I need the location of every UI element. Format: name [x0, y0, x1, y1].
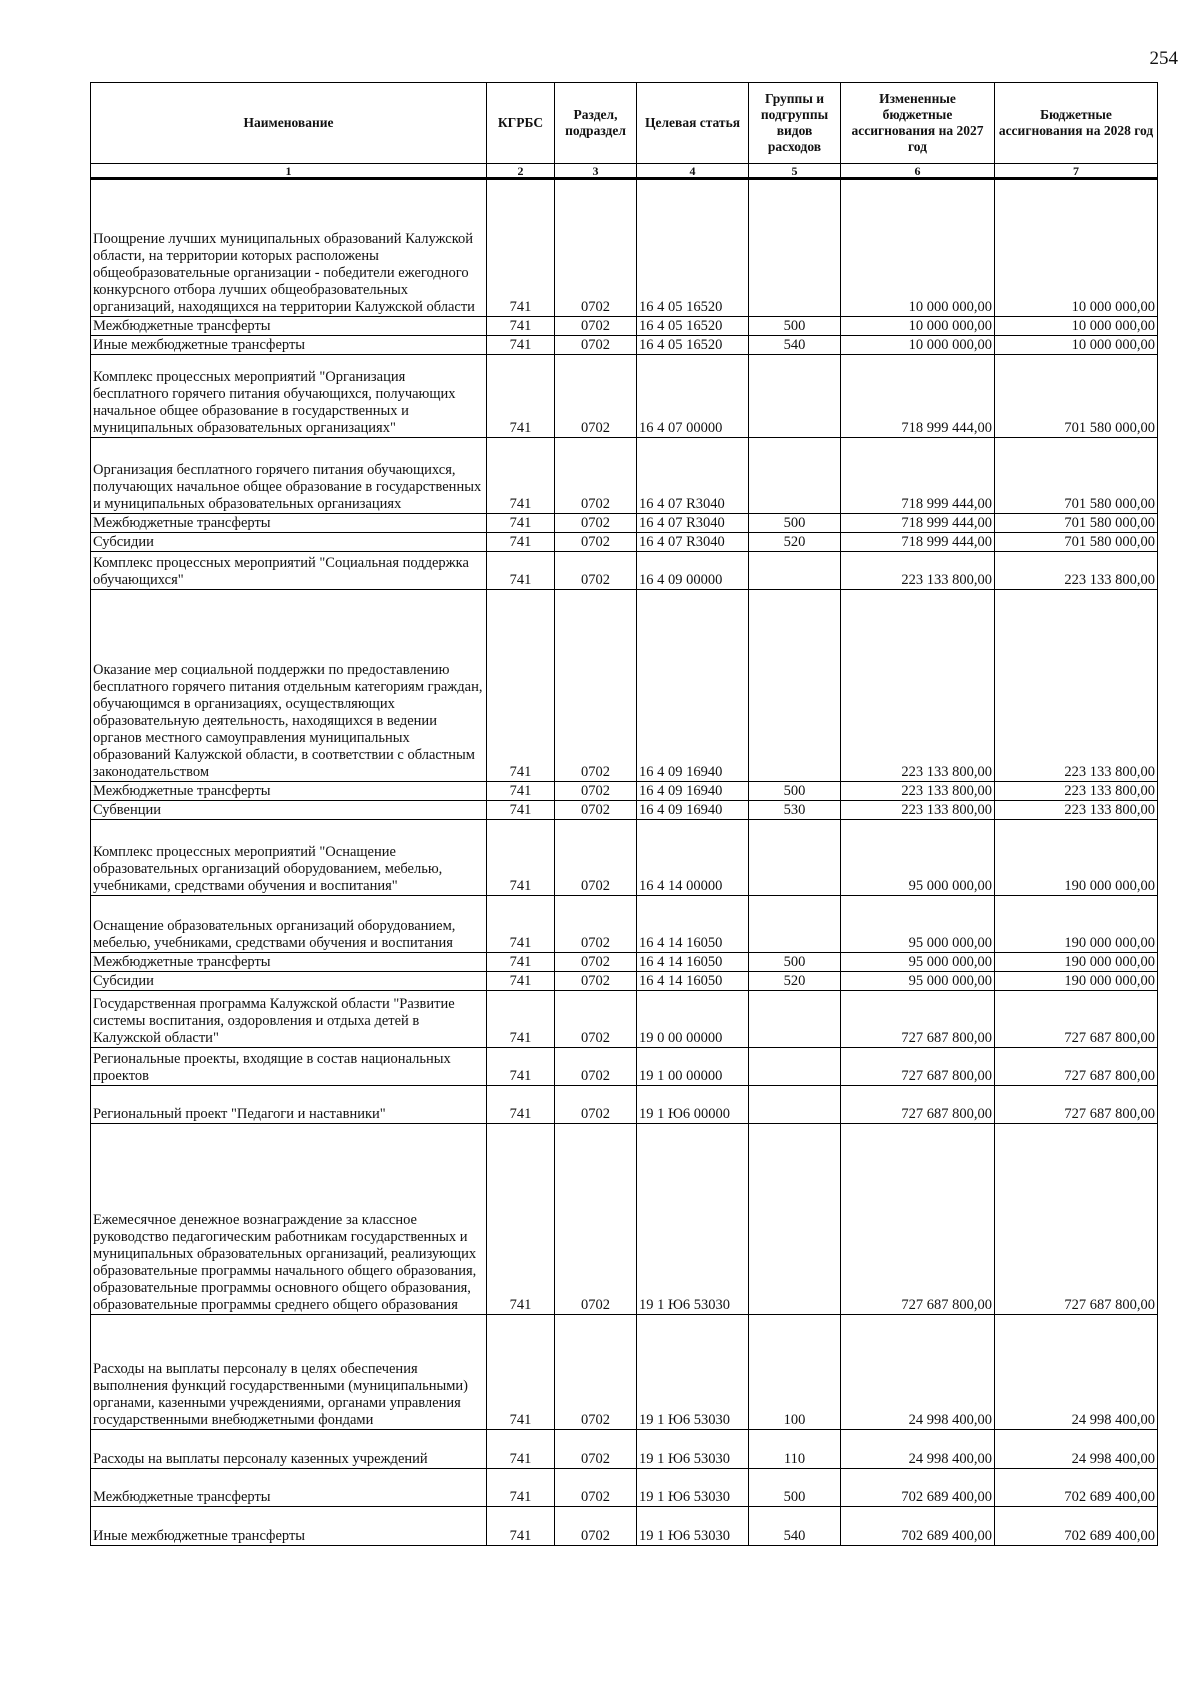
- table-row: [91, 514, 1158, 533]
- column-number: 5: [749, 164, 841, 179]
- cell-amount-2027: 95 000 000,00: [841, 953, 995, 972]
- table-row: [91, 801, 1158, 820]
- cell-expense-group: 520: [749, 533, 841, 552]
- cell-expense-group: 100: [749, 1315, 841, 1430]
- cell-target-article: 16 4 14 00000: [637, 820, 749, 896]
- column-number-row: [91, 164, 1158, 179]
- cell-expense-group: [749, 1086, 841, 1124]
- cell-section: 0702: [555, 782, 637, 801]
- cell-target-article: 16 4 07 R3040: [637, 533, 749, 552]
- cell-amount-2027: 95 000 000,00: [841, 820, 995, 896]
- cell-expense-group: [749, 1048, 841, 1086]
- table-row: [91, 1507, 1158, 1546]
- cell-name: Межбюджетные трансферты: [91, 1469, 487, 1507]
- cell-amount-2028: 10 000 000,00: [995, 317, 1158, 336]
- cell-amount-2028: 223 133 800,00: [995, 552, 1158, 590]
- cell-name: Поощрение лучших муниципальных образований Калужской области, на территории которых расположены общеобразовательные организации - победители ежегодного конкурсного отбора лучших общеобразовательных организаций, находящихся на территории Калужской области: [91, 179, 487, 317]
- cell-target-article: 16 4 07 00000: [637, 355, 749, 438]
- cell-section: 0702: [555, 896, 637, 953]
- cell-amount-2028: 223 133 800,00: [995, 782, 1158, 801]
- header-section: Раздел, подраздел: [555, 83, 637, 164]
- cell-amount-2027: 223 133 800,00: [841, 801, 995, 820]
- header-target-article: Целевая статья: [637, 83, 749, 164]
- table-row: [91, 1086, 1158, 1124]
- cell-section: 0702: [555, 1469, 637, 1507]
- cell-amount-2027: 718 999 444,00: [841, 533, 995, 552]
- cell-expense-group: [749, 1124, 841, 1315]
- column-number: 7: [995, 164, 1158, 179]
- table-row: [91, 972, 1158, 991]
- cell-amount-2028: 701 580 000,00: [995, 514, 1158, 533]
- cell-kgrbs: 741: [487, 438, 555, 514]
- cell-expense-group: 500: [749, 1469, 841, 1507]
- cell-section: 0702: [555, 991, 637, 1048]
- table-row: [91, 179, 1158, 317]
- cell-kgrbs: 741: [487, 1315, 555, 1430]
- cell-target-article: 19 1 Ю6 53030: [637, 1124, 749, 1315]
- cell-name: Иные межбюджетные трансферты: [91, 1507, 487, 1546]
- cell-name: Региональные проекты, входящие в состав национальных проектов: [91, 1048, 487, 1086]
- column-number: 4: [637, 164, 749, 179]
- cell-name: Комплекс процессных мероприятий "Оснащение образовательных организаций оборудованием, мебелью, учебниками, средствами обучения и воспитания": [91, 820, 487, 896]
- cell-name: Межбюджетные трансферты: [91, 953, 487, 972]
- table-row: [91, 438, 1158, 514]
- cell-amount-2027: 718 999 444,00: [841, 514, 995, 533]
- cell-amount-2027: 10 000 000,00: [841, 336, 995, 355]
- cell-name: Межбюджетные трансферты: [91, 514, 487, 533]
- cell-amount-2028: 190 000 000,00: [995, 972, 1158, 991]
- cell-name: Иные межбюджетные трансферты: [91, 336, 487, 355]
- cell-expense-group: [749, 355, 841, 438]
- column-number: 2: [487, 164, 555, 179]
- cell-name: Субсидии: [91, 972, 487, 991]
- table-row: [91, 317, 1158, 336]
- cell-section: 0702: [555, 1086, 637, 1124]
- cell-target-article: 16 4 09 00000: [637, 552, 749, 590]
- table-row: [91, 782, 1158, 801]
- cell-target-article: 19 1 Ю6 00000: [637, 1086, 749, 1124]
- cell-name: Комплекс процессных мероприятий "Социальная поддержка обучающихся": [91, 552, 487, 590]
- cell-section: 0702: [555, 1048, 637, 1086]
- cell-amount-2027: 702 689 400,00: [841, 1469, 995, 1507]
- cell-amount-2027: 727 687 800,00: [841, 1048, 995, 1086]
- cell-section: 0702: [555, 317, 637, 336]
- cell-kgrbs: 741: [487, 820, 555, 896]
- cell-expense-group: [749, 896, 841, 953]
- cell-kgrbs: 741: [487, 801, 555, 820]
- cell-section: 0702: [555, 179, 637, 317]
- cell-target-article: 19 1 Ю6 53030: [637, 1469, 749, 1507]
- cell-amount-2028: 10 000 000,00: [995, 336, 1158, 355]
- cell-kgrbs: 741: [487, 355, 555, 438]
- cell-amount-2028: 10 000 000,00: [995, 179, 1158, 317]
- cell-amount-2028: 727 687 800,00: [995, 1048, 1158, 1086]
- cell-target-article: 16 4 05 16520: [637, 179, 749, 317]
- cell-target-article: 19 1 Ю6 53030: [637, 1507, 749, 1546]
- cell-name: Субсидии: [91, 533, 487, 552]
- cell-name: Ежемесячное денежное вознаграждение за классное руководство педагогическим работникам государственных и муниципальных образовательных организаций, реализующих образовательные программы начального общего образования, образовательные программы основного общего образования, образовательные программы среднего общего образования: [91, 1124, 487, 1315]
- cell-section: 0702: [555, 1315, 637, 1430]
- cell-amount-2027: 223 133 800,00: [841, 590, 995, 782]
- cell-amount-2027: 727 687 800,00: [841, 991, 995, 1048]
- cell-kgrbs: 741: [487, 533, 555, 552]
- cell-kgrbs: 741: [487, 317, 555, 336]
- cell-amount-2027: 702 689 400,00: [841, 1507, 995, 1546]
- cell-kgrbs: 741: [487, 514, 555, 533]
- cell-amount-2027: 718 999 444,00: [841, 438, 995, 514]
- cell-amount-2027: 718 999 444,00: [841, 355, 995, 438]
- cell-expense-group: [749, 179, 841, 317]
- cell-target-article: 16 4 07 R3040: [637, 438, 749, 514]
- cell-kgrbs: 741: [487, 782, 555, 801]
- cell-amount-2028: 727 687 800,00: [995, 991, 1158, 1048]
- cell-amount-2028: 727 687 800,00: [995, 1124, 1158, 1315]
- cell-section: 0702: [555, 533, 637, 552]
- column-number: 6: [841, 164, 995, 179]
- cell-name: Расходы на выплаты персоналу в целях обеспечения выполнения функций государственными (муниципальными) органами, казенными учреждениями, органами управления государственными внебюджетными фондами: [91, 1315, 487, 1430]
- cell-expense-group: 530: [749, 801, 841, 820]
- table-row: [91, 896, 1158, 953]
- cell-section: 0702: [555, 972, 637, 991]
- cell-section: 0702: [555, 1507, 637, 1546]
- cell-expense-group: 540: [749, 336, 841, 355]
- budget-table: [90, 82, 1158, 1546]
- cell-amount-2028: 701 580 000,00: [995, 438, 1158, 514]
- cell-name: Региональный проект "Педагоги и наставники": [91, 1086, 487, 1124]
- cell-amount-2028: 190 000 000,00: [995, 896, 1158, 953]
- cell-section: 0702: [555, 590, 637, 782]
- cell-section: 0702: [555, 953, 637, 972]
- cell-amount-2027: 24 998 400,00: [841, 1430, 995, 1469]
- cell-kgrbs: 741: [487, 336, 555, 355]
- table-row: [91, 590, 1158, 782]
- table-row: [91, 552, 1158, 590]
- table-body: [91, 179, 1158, 1546]
- cell-name: Комплекс процессных мероприятий "Организация бесплатного горячего питания обучающихся, получающих начальное общее образование в государственных и муниципальных образовательных организациях": [91, 355, 487, 438]
- cell-expense-group: 110: [749, 1430, 841, 1469]
- table-row: [91, 991, 1158, 1048]
- cell-section: 0702: [555, 820, 637, 896]
- cell-amount-2027: 223 133 800,00: [841, 782, 995, 801]
- cell-amount-2027: 727 687 800,00: [841, 1124, 995, 1315]
- cell-name: Организация бесплатного горячего питания обучающихся, получающих начальное общее образование в государственных и муниципальных образовательных организациях: [91, 438, 487, 514]
- cell-expense-group: 540: [749, 1507, 841, 1546]
- cell-amount-2028: 24 998 400,00: [995, 1430, 1158, 1469]
- cell-target-article: 16 4 14 16050: [637, 953, 749, 972]
- cell-expense-group: [749, 590, 841, 782]
- cell-amount-2028: 223 133 800,00: [995, 590, 1158, 782]
- cell-kgrbs: 741: [487, 552, 555, 590]
- cell-expense-group: 500: [749, 317, 841, 336]
- cell-amount-2027: 95 000 000,00: [841, 972, 995, 991]
- cell-expense-group: [749, 438, 841, 514]
- cell-kgrbs: 741: [487, 1507, 555, 1546]
- cell-kgrbs: 741: [487, 1469, 555, 1507]
- cell-target-article: 16 4 09 16940: [637, 801, 749, 820]
- cell-target-article: 16 4 14 16050: [637, 896, 749, 953]
- cell-expense-group: 500: [749, 953, 841, 972]
- cell-section: 0702: [555, 1430, 637, 1469]
- cell-target-article: 19 1 00 00000: [637, 1048, 749, 1086]
- table-row: [91, 355, 1158, 438]
- cell-amount-2028: 24 998 400,00: [995, 1315, 1158, 1430]
- cell-kgrbs: 741: [487, 972, 555, 991]
- cell-kgrbs: 741: [487, 179, 555, 317]
- cell-amount-2028: 223 133 800,00: [995, 801, 1158, 820]
- cell-name: Межбюджетные трансферты: [91, 317, 487, 336]
- header-name: Наименование: [91, 83, 487, 164]
- cell-name: Оснащение образовательных организаций оборудованием, мебелью, учебниками, средствами обучения и воспитания: [91, 896, 487, 953]
- cell-name: Расходы на выплаты персоналу казенных учреждений: [91, 1430, 487, 1469]
- cell-amount-2027: 10 000 000,00: [841, 317, 995, 336]
- cell-amount-2027: 95 000 000,00: [841, 896, 995, 953]
- cell-amount-2028: 702 689 400,00: [995, 1469, 1158, 1507]
- table-row: [91, 1430, 1158, 1469]
- cell-name: Оказание мер социальной поддержки по предоставлению бесплатного горячего питания отдельным категориям граждан, обучающимся в организациях, осуществляющих образовательную деятельность, находящихся в ведении органов местного самоуправления муниципальных образований Калужской области, в соответствии с областным законодательством: [91, 590, 487, 782]
- column-number: 1: [91, 164, 487, 179]
- header-amount-2028: Бюджетные ассигнования на 2028 год: [995, 83, 1158, 164]
- cell-section: 0702: [555, 1124, 637, 1315]
- cell-amount-2028: 702 689 400,00: [995, 1507, 1158, 1546]
- cell-name: Субвенции: [91, 801, 487, 820]
- cell-kgrbs: 741: [487, 1124, 555, 1315]
- cell-section: 0702: [555, 552, 637, 590]
- cell-expense-group: 520: [749, 972, 841, 991]
- cell-expense-group: [749, 991, 841, 1048]
- cell-target-article: 16 4 07 R3040: [637, 514, 749, 533]
- cell-amount-2028: 727 687 800,00: [995, 1086, 1158, 1124]
- cell-target-article: 16 4 09 16940: [637, 590, 749, 782]
- cell-amount-2027: 10 000 000,00: [841, 179, 995, 317]
- cell-section: 0702: [555, 355, 637, 438]
- cell-target-article: 19 1 Ю6 53030: [637, 1315, 749, 1430]
- cell-expense-group: [749, 820, 841, 896]
- cell-kgrbs: 741: [487, 953, 555, 972]
- table-row: [91, 533, 1158, 552]
- cell-section: 0702: [555, 801, 637, 820]
- cell-section: 0702: [555, 336, 637, 355]
- cell-kgrbs: 741: [487, 991, 555, 1048]
- cell-target-article: 19 1 Ю6 53030: [637, 1430, 749, 1469]
- table-row: [91, 1048, 1158, 1086]
- header-amount-2027: Измененные бюджетные ассигнования на 2027 год: [841, 83, 995, 164]
- cell-section: 0702: [555, 514, 637, 533]
- cell-kgrbs: 741: [487, 1086, 555, 1124]
- header-kgrbs: КГРБС: [487, 83, 555, 164]
- cell-amount-2028: 190 000 000,00: [995, 953, 1158, 972]
- cell-amount-2027: 223 133 800,00: [841, 552, 995, 590]
- cell-kgrbs: 741: [487, 896, 555, 953]
- cell-expense-group: 500: [749, 514, 841, 533]
- cell-amount-2027: 24 998 400,00: [841, 1315, 995, 1430]
- cell-amount-2028: 190 000 000,00: [995, 820, 1158, 896]
- cell-name: Государственная программа Калужской области "Развитие системы воспитания, оздоровления и отдыха детей в Калужской области": [91, 991, 487, 1048]
- cell-target-article: 16 4 09 16940: [637, 782, 749, 801]
- cell-name: Межбюджетные трансферты: [91, 782, 487, 801]
- cell-target-article: 16 4 05 16520: [637, 336, 749, 355]
- cell-amount-2027: 727 687 800,00: [841, 1086, 995, 1124]
- cell-expense-group: [749, 552, 841, 590]
- table-row: [91, 1315, 1158, 1430]
- header-expense-group: Группы и подгруппы видов расходов: [749, 83, 841, 164]
- cell-kgrbs: 741: [487, 590, 555, 782]
- table-row: [91, 1124, 1158, 1315]
- table-row: [91, 953, 1158, 972]
- cell-section: 0702: [555, 438, 637, 514]
- header-row: [91, 83, 1158, 164]
- table-row: [91, 1469, 1158, 1507]
- cell-amount-2028: 701 580 000,00: [995, 533, 1158, 552]
- column-number: 3: [555, 164, 637, 179]
- cell-amount-2028: 701 580 000,00: [995, 355, 1158, 438]
- cell-target-article: 16 4 14 16050: [637, 972, 749, 991]
- table-row: [91, 336, 1158, 355]
- cell-expense-group: 500: [749, 782, 841, 801]
- cell-target-article: 19 0 00 00000: [637, 991, 749, 1048]
- table-row: [91, 820, 1158, 896]
- page-number: 254: [1149, 48, 1178, 69]
- cell-kgrbs: 741: [487, 1430, 555, 1469]
- cell-target-article: 16 4 05 16520: [637, 317, 749, 336]
- cell-kgrbs: 741: [487, 1048, 555, 1086]
